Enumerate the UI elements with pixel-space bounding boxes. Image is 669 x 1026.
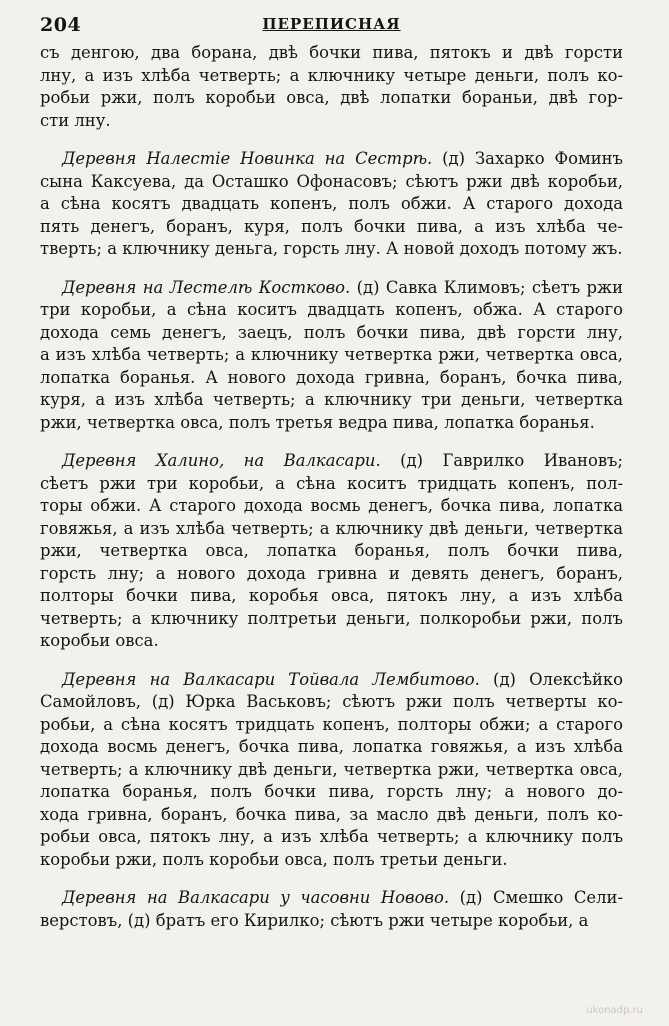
text-line <box>40 691 623 714</box>
page-number: 204 <box>40 14 82 36</box>
line-text: торы обжи. А старого дохода восмь денегъ, бочка пива, лопатка <box>40 496 623 515</box>
text-line <box>40 669 623 692</box>
line-text: сти лну. <box>40 110 111 130</box>
text-line <box>40 171 623 194</box>
line-text: а изъ хлѣба четверть; а ключнику четвертка ржи, четвертка овса, <box>40 345 623 364</box>
text-line <box>40 540 623 563</box>
line-text: сѣетъ ржи три коробьи, а сѣна коситъ тридцать копенъ, пол- <box>40 473 623 493</box>
text-line <box>40 450 623 473</box>
line-text: дохода семь денегъ, заецъ, полъ бочки пива, двѣ горсти лну, <box>40 322 623 342</box>
line-text: дохода восмь денегъ, бочка пива, лопатка говяжья, а изъ хлѣба <box>40 737 623 756</box>
text-line <box>40 216 623 239</box>
text-line <box>40 736 623 759</box>
text-line <box>40 412 623 435</box>
text-line <box>40 804 623 827</box>
text-line <box>40 299 623 322</box>
line-text: коробьи овса. <box>40 631 159 650</box>
line-text: (д) Олексѣйко <box>479 669 623 689</box>
paragraph <box>40 887 623 932</box>
line-text: четверть; а ключнику полтретьи деньги, полкоробьи ржи, полъ <box>40 608 623 628</box>
line-text: (д) Савка Климовъ; сѣетъ ржи <box>350 277 623 297</box>
line-text: робьи ржи, полъ коробьи овса, двѣ лопатки бораньи, двѣ гор- <box>40 88 623 107</box>
line-text: (д) Смешко Сели- <box>449 888 623 907</box>
text-line <box>40 344 623 367</box>
text-line <box>40 148 623 171</box>
line-text: а сѣна косятъ двадцать копенъ, полъ обжи. А старого дохода <box>40 194 623 213</box>
text-line <box>40 367 623 390</box>
line-text: куря, а изъ хлѣба четверть; а ключнику три деньги, четвертка <box>40 390 623 409</box>
line-text: лопатка боранья, полъ бочки пива, горсть лну; а нового до- <box>40 782 623 801</box>
text-line <box>40 495 623 518</box>
body-text <box>40 42 623 932</box>
line-text: четверть; а ключнику двѣ деньги, четвертка ржи, четвертка овса, <box>40 759 623 779</box>
line-text: горсть лну; а нового дохода гривна и девять денегъ, боранъ, <box>40 563 623 583</box>
line-text: робьи овса, пятокъ лну, а изъ хлѣба четверть; а ключнику полъ <box>40 827 623 846</box>
paragraph <box>40 148 623 261</box>
text-line <box>40 238 623 261</box>
line-text: верстовъ, (д) братъ его Кирилко; сѣютъ ржи четыре коробьи, а <box>40 910 589 930</box>
village-name: Деревня Халино, на Валкасари. <box>62 451 381 470</box>
running-title: ПЕРЕПИСНАЯ <box>262 15 401 33</box>
line-text: пять денегъ, боранъ, куря, полъ бочки пива, а изъ хлѣба че- <box>40 216 623 236</box>
text-line <box>40 110 623 133</box>
line-text: тверть; а ключнику деньга, горсть лну. А новой доходъ потому жъ. <box>40 239 623 258</box>
text-line <box>40 849 623 872</box>
text-line <box>40 887 623 910</box>
text-line <box>40 193 623 216</box>
text-line <box>40 781 623 804</box>
text-line <box>40 714 623 737</box>
line-text: (д) Гаврилко Ивановъ; <box>380 451 623 470</box>
line-text: ржи, четвертка овса, полъ третья ведра пива, лопатка боранья. <box>40 412 595 432</box>
line-text: Самойловъ, (д) Юрка Васьковъ; сѣютъ ржи полъ четверты ко- <box>40 692 623 711</box>
text-line <box>40 910 623 933</box>
text-line <box>40 826 623 849</box>
text-line <box>40 473 623 496</box>
village-name: Деревня Налестiе Новинка на Сестрѣ. <box>62 149 433 168</box>
line-text: коробьи ржи, полъ коробьи овса, полъ третьи деньги. <box>40 849 508 869</box>
paragraph <box>40 277 623 435</box>
page-header <box>40 14 623 42</box>
text-line <box>40 759 623 782</box>
text-line <box>40 65 623 88</box>
line-text: лопатка боранья. А нового дохода гривна, боранъ, бочка пива, <box>40 367 623 387</box>
text-line <box>40 87 623 110</box>
paragraph <box>40 450 623 653</box>
text-line <box>40 42 623 65</box>
village-name: Деревня на Валкасари Тойвала Лембитово. <box>62 669 480 689</box>
text-line <box>40 608 623 631</box>
line-text: сына Каксуева, да Осташко Офонасовъ; сѣютъ ржи двѣ коробьи, <box>40 171 623 191</box>
line-text: хода гривна, боранъ, бочка пива, за масло двѣ деньги, полъ ко- <box>40 804 623 824</box>
line-text: (д) Захарко Фоминъ <box>432 149 623 168</box>
text-line <box>40 389 623 412</box>
village-name: Деревня на Валкасари у часовни Новово. <box>62 888 450 907</box>
line-text: ржи, четвертка овса, лопатка боранья, полъ бочки пива, <box>40 541 623 560</box>
watermark: ukonadp.ru <box>586 1005 643 1016</box>
line-text: три коробьи, а сѣна коситъ двадцать копенъ, обжа. А старого <box>40 300 623 319</box>
line-text: съ денгою, два борана, двѣ бочки пива, пятокъ и двѣ горсти <box>40 43 623 62</box>
line-text: робьи, а сѣна косятъ тридцать копенъ, полторы обжи; а старого <box>40 714 623 734</box>
village-name: Деревня на Лестелѣ Костково. <box>62 277 351 297</box>
line-text: лну, а изъ хлѣба четверть; а ключнику четыре деньги, полъ ко- <box>40 65 623 85</box>
text-line <box>40 630 623 653</box>
text-line <box>40 277 623 300</box>
text-line <box>40 322 623 345</box>
paragraph <box>40 669 623 872</box>
line-text: полторы бочки пива, коробья овса, пятокъ лну, а изъ хлѣба <box>40 586 623 605</box>
line-text: говяжья, а изъ хлѣба четверть; а ключнику двѣ деньги, четвертка <box>40 518 623 538</box>
paragraph <box>40 42 623 132</box>
text-line <box>40 563 623 586</box>
text-line <box>40 585 623 608</box>
text-line <box>40 518 623 541</box>
